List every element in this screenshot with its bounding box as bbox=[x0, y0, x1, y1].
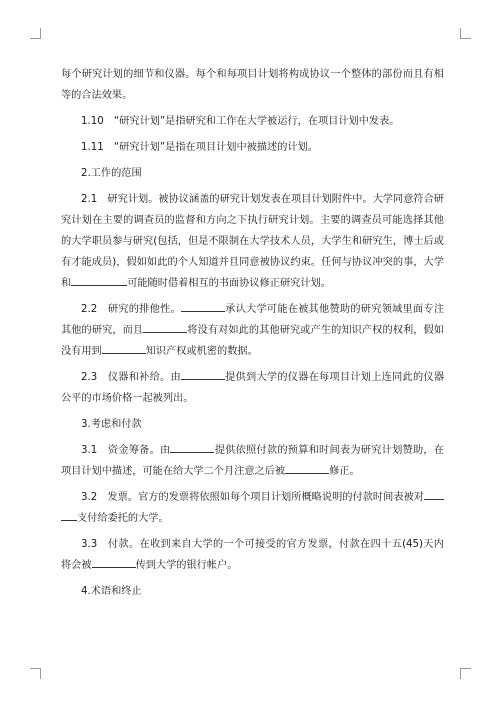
clause-2-1 bbox=[61, 189, 444, 294]
definition-1-11 bbox=[61, 137, 444, 158]
fill-in-blank[interactable] bbox=[71, 275, 127, 286]
fill-in-blank[interactable] bbox=[92, 557, 136, 568]
fill-in-blank[interactable] bbox=[102, 343, 146, 354]
text: 3.考虑和付款 bbox=[81, 419, 142, 430]
clause-2-2 bbox=[61, 299, 444, 362]
text: 知识产权或机密的数据。 bbox=[145, 346, 258, 357]
crop-mark-top-left bbox=[30, 28, 41, 39]
text: 2.2 研究的排他性。 bbox=[81, 304, 181, 315]
fill-in-blank[interactable] bbox=[181, 301, 225, 312]
text: 3.3 付款。在收到来自大学的一个可接受的官方发票，付款在四十五(45)天内将会被 bbox=[61, 539, 444, 571]
fill-in-blank[interactable] bbox=[170, 442, 214, 453]
paragraph-continuation bbox=[61, 64, 444, 106]
text: 2.1 研究计划。被协议涵盖的研究计划发表在项目计划附件中。大学同意符合研究计划在主要的调查员的监督和方向之下执行研究计划。主要的调查员可能选择其他的大学职员参与研究(包括，但是不限制在大学技术人员，大学生和研究生，博士后或有才能成员)，假如如此的个人知道并且同意被协议约束。任何与协议冲突的事，大学和 bbox=[61, 194, 444, 289]
text: 1.10 “研究计划”是指研究和工作在大学被运行，在项目计划中发表。 bbox=[81, 116, 400, 127]
clause-3-2 bbox=[61, 487, 444, 529]
crop-mark-bottom-right bbox=[460, 668, 471, 679]
crop-mark-bottom-left bbox=[30, 668, 41, 679]
text: 支付给委托的大学。 bbox=[77, 513, 169, 524]
text: 修正。 bbox=[329, 466, 360, 477]
text: 3.1 资金筹备。由 bbox=[81, 445, 171, 456]
text: 2.3 仪器和补给。由 bbox=[81, 372, 181, 383]
text: 4.术语和终止 bbox=[81, 586, 142, 597]
text: 承认大学可能在被其他赞助的研究领域里面专注其他的研究，而且 bbox=[61, 304, 445, 336]
text: 提供到大学的仪器在每项目计划上连同此的仪器公平的市场价格一起被列出。 bbox=[61, 372, 445, 404]
text: 2.工作的范围 bbox=[81, 168, 142, 179]
document-body bbox=[61, 64, 444, 607]
fill-in-blank[interactable] bbox=[61, 510, 77, 521]
text: 1.11 “研究计划”是指在项目计划中被描述的计划。 bbox=[81, 142, 318, 153]
fill-in-blank[interactable] bbox=[181, 369, 225, 380]
fill-in-blank[interactable] bbox=[143, 322, 187, 333]
text: 每个研究计划的细节和仪器。每个和每项目计划将构成协议一个整体的部份而且有相等的合法效果。 bbox=[61, 69, 444, 101]
text: 可能随时借着相互的书面协议修正研究计划。 bbox=[127, 278, 331, 289]
crop-mark-top-right bbox=[460, 28, 471, 39]
definition-1-10 bbox=[61, 111, 444, 132]
text: 将没有对如此的其他研究或产生的知识产权的权利，假如没有用到 bbox=[61, 325, 445, 357]
text: 传到大学的银行帐户。 bbox=[135, 560, 238, 571]
text: 提供依照付款的预算和时间表为研究计划赞助，在项目计划中描述，可能在给大学二个月注意之后被 bbox=[61, 445, 445, 477]
clause-3-1 bbox=[61, 440, 444, 482]
section-heading-4 bbox=[61, 581, 444, 602]
fill-in-blank[interactable] bbox=[285, 463, 329, 474]
section-heading-2 bbox=[61, 163, 444, 184]
section-heading-3 bbox=[61, 414, 444, 435]
clause-3-3 bbox=[61, 534, 444, 576]
fill-in-blank[interactable] bbox=[424, 489, 444, 500]
clause-2-3 bbox=[61, 367, 444, 409]
text: 3.2 发票。官方的发票将依照如每个项目计划所概略说明的付款时间表被对 bbox=[81, 492, 424, 503]
